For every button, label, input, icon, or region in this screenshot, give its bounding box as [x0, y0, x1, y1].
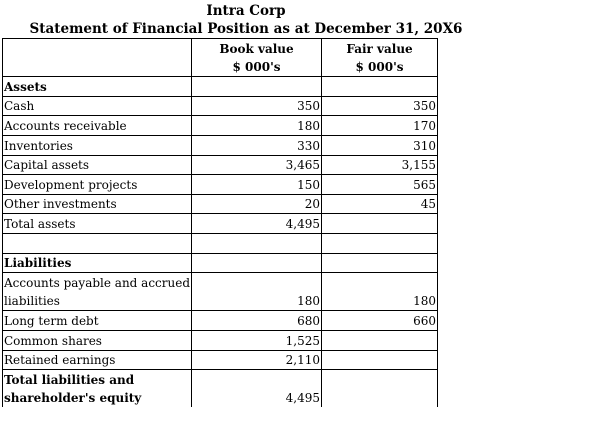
book-value: 20: [192, 194, 322, 214]
book-value: 1,525: [192, 330, 322, 350]
row-label: Capital assets: [3, 155, 192, 175]
row-label: Cash: [3, 96, 192, 116]
total-liabilities-row: [3, 389, 438, 408]
assets-heading-row: [3, 77, 438, 97]
row-label: Accounts receivable: [3, 116, 192, 136]
column-header-row: [3, 39, 438, 58]
total-liabilities-label: shareholder's equity: [3, 389, 192, 408]
financial-position-table: [2, 38, 438, 407]
row-label: liabilities: [3, 292, 192, 311]
total-assets-row: [3, 214, 438, 234]
book-value: 150: [192, 175, 322, 195]
row-label: Common shares: [3, 330, 192, 350]
table-row: [3, 370, 438, 389]
table-row: [3, 155, 438, 175]
liabilities-heading: Liabilities: [3, 253, 192, 273]
spacer-row: [3, 233, 438, 253]
fair-value: 565: [322, 175, 438, 195]
table-row: [3, 350, 438, 370]
fair-value: 45: [322, 194, 438, 214]
table-row: [3, 175, 438, 195]
table-row: [3, 273, 438, 292]
table-row: [3, 292, 438, 311]
table-row: [3, 135, 438, 155]
fair-value: 3,155: [322, 155, 438, 175]
book-value: 180: [192, 292, 322, 311]
units-header-row: [3, 58, 438, 77]
book-value: 350: [192, 96, 322, 116]
fair-value: 660: [322, 311, 438, 331]
total-liabilities-book: 4,495: [192, 389, 322, 408]
table-row: [3, 96, 438, 116]
book-value: 680: [192, 311, 322, 331]
book-value-header: Book value: [192, 39, 322, 58]
fair-value: 180: [322, 292, 438, 311]
table-row: [3, 330, 438, 350]
total-assets-label: Total assets: [3, 214, 192, 234]
fair-value-header: Fair value: [322, 39, 438, 58]
table-row: [3, 311, 438, 331]
row-label: Total liabilities and: [3, 370, 192, 389]
fair-value: 310: [322, 135, 438, 155]
row-label: Inventories: [3, 135, 192, 155]
book-units: $ 000's: [192, 58, 322, 77]
assets-heading: Assets: [3, 77, 192, 97]
liabilities-heading-row: [3, 253, 438, 273]
row-label: Other investments: [3, 194, 192, 214]
company-name: Intra Corp: [206, 3, 286, 19]
row-label: Development projects: [3, 175, 192, 195]
total-assets-book: 4,495: [192, 214, 322, 234]
statement-title: Statement of Financial Position as at December 31, 20X6: [29, 21, 463, 37]
book-value: 330: [192, 135, 322, 155]
table-row: [3, 116, 438, 136]
fair-value: 170: [322, 116, 438, 136]
fair-value: 350: [322, 96, 438, 116]
book-value: 180: [192, 116, 322, 136]
row-label: Retained earnings: [3, 350, 192, 370]
table-row: [3, 194, 438, 214]
row-label: Long term debt: [3, 311, 192, 331]
row-label: Accounts payable and accrued: [3, 273, 192, 292]
book-value: 2,110: [192, 350, 322, 370]
fair-units: $ 000's: [322, 58, 438, 77]
book-value: 3,465: [192, 155, 322, 175]
